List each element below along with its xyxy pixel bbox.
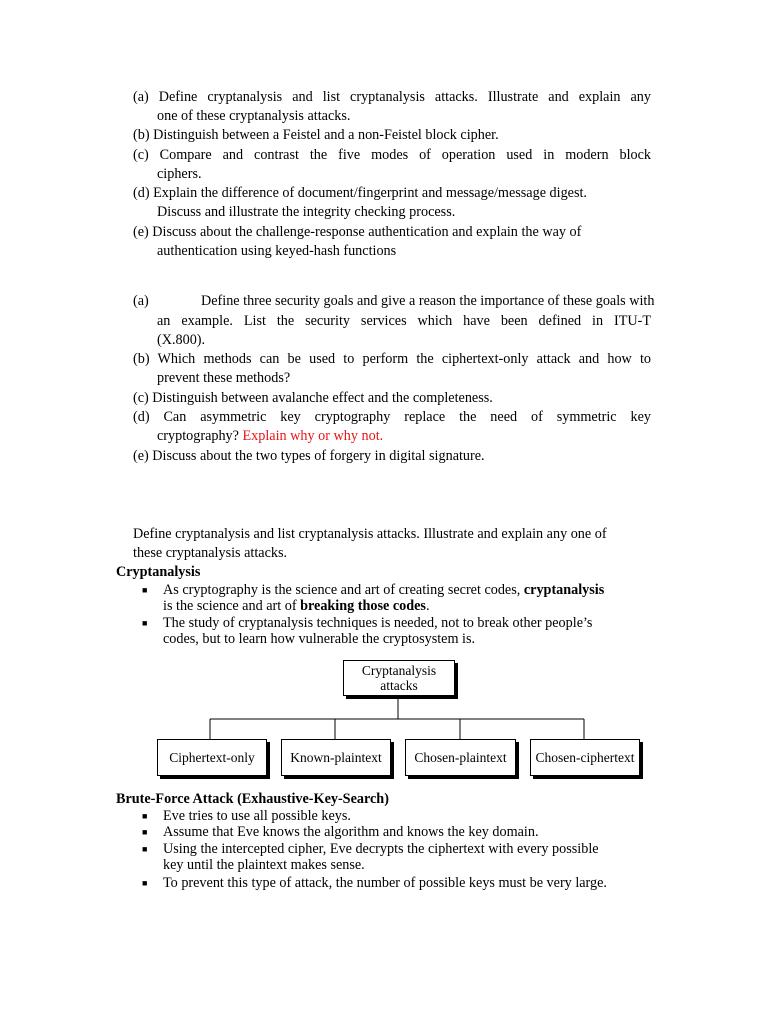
diagram-node-chosen-ciphertext: Chosen-ciphertext	[530, 739, 640, 776]
bullet-icon: ■	[142, 811, 148, 821]
q2d-line2-plain: cryptography?	[157, 428, 243, 444]
q2e: (e) Discuss about the two types of forgery in digital signature.	[133, 448, 485, 464]
q2a-line1: Define three security goals and give a reason the importance of these goals with	[201, 293, 655, 309]
q2d-highlight: Explain why or why not.	[242, 428, 384, 444]
q1c-line2: ciphers.	[157, 166, 202, 182]
q2d-line1: (d) Can asymmetric key cryptography replace the need of symmetric key	[133, 409, 651, 425]
bullet-icon: ■	[142, 618, 148, 628]
bullet-icon: ■	[142, 878, 148, 888]
cryptanalysis-heading: Cryptanalysis	[116, 564, 201, 580]
q1a-line1: (a) Define cryptanalysis and list cryptanalysis attacks. Illustrate and explain any	[133, 89, 651, 105]
brute-bullet4: To prevent this type of attack, the number of possible keys must be very large.	[163, 875, 607, 891]
brute-force-heading: Brute-Force Attack (Exhaustive-Key-Search)	[116, 791, 389, 807]
bullet-icon: ■	[142, 844, 148, 854]
bullet-icon: ■	[142, 585, 148, 595]
diagram-node-chosen-plaintext: Chosen-plaintext	[405, 739, 516, 776]
q1b: (b) Distinguish between a Feistel and a non-Feistel block cipher.	[133, 127, 499, 143]
diagram-root-node	[343, 660, 455, 696]
q1d-line1: (d) Explain the difference of document/fingerprint and message/message digest.	[133, 185, 587, 201]
q2b-line1: (b) Which methods can be used to perform the ciphertext-only attack and how to	[133, 351, 651, 367]
bullet1-line2-text: is the science and art of	[163, 598, 301, 614]
bullet1-line2-end: .	[425, 598, 430, 614]
bullet1-line2-bold: breaking those codes	[300, 598, 426, 614]
diagram-root-label: Cryptanalysis attacks	[361, 663, 437, 693]
q1a-line2: one of these cryptanalysis attacks.	[157, 108, 351, 124]
q1c-line1: (c) Compare and contrast the five modes of operation used in modern block	[133, 147, 651, 163]
cryptanalysis-bullet2-line2: codes, but to learn how vulnerable the cryptosystem is.	[163, 631, 476, 647]
q2a-line2: an example. List the security services which have been defined in ITU-T	[157, 313, 651, 329]
answer-question-line2: these cryptanalysis attacks.	[133, 545, 288, 561]
q1e-line2: authentication using keyed-hash functions	[157, 243, 397, 259]
diagram-node-known-plaintext: Known-plaintext	[281, 739, 391, 776]
cryptanalysis-bullet2-line1: The study of cryptanalysis techniques is needed, not to break other people’s	[163, 615, 593, 631]
q2a-line3: (X.800).	[157, 332, 206, 348]
bullet1-bold: cryptanalysis	[523, 582, 605, 598]
brute-bullet2: Assume that Eve knows the algorithm and knows the key domain.	[163, 824, 539, 840]
q2a-label: (a)	[133, 293, 149, 309]
q1e-line1: (e) Discuss about the challenge-response authentication and explain the way of	[133, 224, 582, 240]
answer-question-line1: Define cryptanalysis and list cryptanalysis attacks. Illustrate and explain any one of	[133, 526, 607, 542]
q1d-line2: Discuss and illustrate the integrity checking process.	[157, 204, 456, 220]
bullet-icon: ■	[142, 827, 148, 837]
brute-bullet1: Eve tries to use all possible keys.	[163, 808, 351, 824]
diagram-node-ciphertext-only: Ciphertext-only	[157, 739, 267, 776]
q2b-line2: prevent these methods?	[157, 370, 291, 386]
brute-bullet3-line1: Using the intercepted cipher, Eve decrypts the ciphertext with every possible	[163, 841, 599, 857]
bullet1-text: As cryptography is the science and art of creating secret codes,	[163, 582, 524, 598]
brute-bullet3-line2: key until the plaintext makes sense.	[163, 857, 365, 873]
q2c: (c) Distinguish between avalanche effect and the completeness.	[133, 390, 493, 406]
